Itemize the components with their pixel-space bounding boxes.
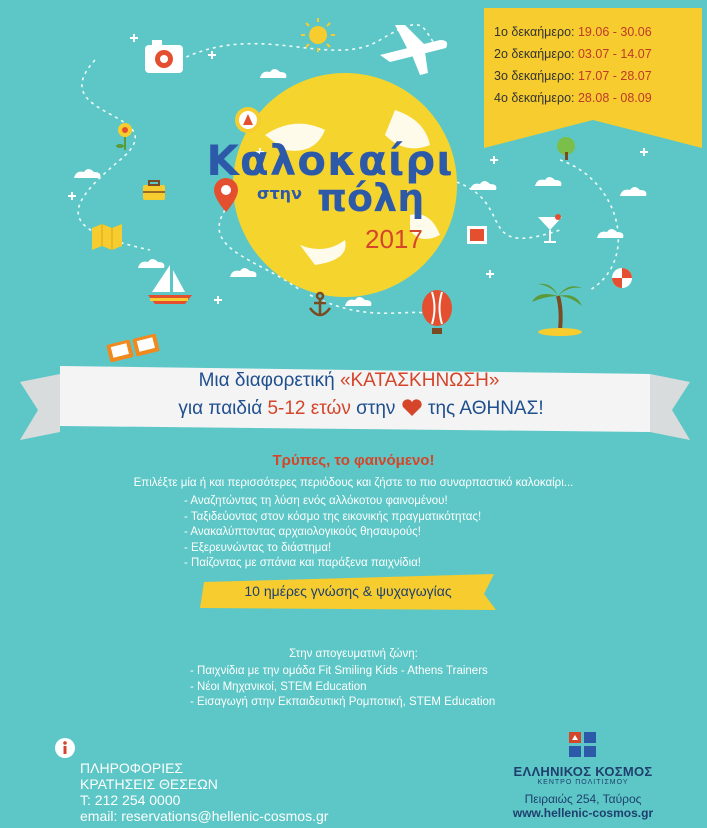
list-item: - Αναζητώντας τη λύση ενός αλλόκοτου φαινομένου! xyxy=(184,495,448,507)
banner-text: 10 ημέρες γνώσης & ψυχαγωγίας xyxy=(244,583,452,599)
ribbon-line-1: Μια διαφορετική «ΚΑΤΑΣΚΗΝΩΣΗ» xyxy=(198,370,500,391)
map-icon xyxy=(92,224,122,250)
title-line-1: Καλοκαίρι xyxy=(206,136,454,185)
list-item: - Εισαγωγή στην Εκπαιδευτική Ρομποτική, STEM Education xyxy=(190,696,496,709)
intro-text: Επιλέξτε μία ή και περισσότερες περιόδους και ζήστε το πιο συναρπαστικό καλοκαίρι... xyxy=(133,477,574,489)
hot-air-balloon-icon xyxy=(422,290,452,334)
stamp-icon xyxy=(467,226,487,244)
list-item: - Παιχνίδια με την ομάδα Fit Smiling Kids - Athens Trainers xyxy=(190,665,488,677)
contact-info-label: ΠΛΗΡΟΦΟΡΙΕΣ xyxy=(80,760,184,776)
title-year: 2017 xyxy=(365,224,423,254)
suitcase-icon xyxy=(143,181,165,200)
list-item: - Ταξιδεύοντας στον κόσμο της εικονικής πραγματικότητας! xyxy=(184,510,482,523)
beach-ball-icon xyxy=(612,268,632,288)
list-item: - Εξερευνώντας το διάστημα! xyxy=(184,541,332,554)
camera-icon xyxy=(145,40,183,73)
organization-address: Πειραιώς 254, Ταύρος xyxy=(524,792,642,806)
date-row-4: 4ο δεκαήμερο: 28.08 - 08.09 xyxy=(494,91,652,105)
anchor-icon xyxy=(310,293,330,316)
list-item: - Νέοι Μηχανικοί, STEM Education xyxy=(190,680,367,693)
sailboat-icon xyxy=(148,265,192,304)
flower-icon xyxy=(116,123,132,150)
contact-email[interactable]: email: reservations@hellenic-cosmos.gr xyxy=(80,808,329,824)
ribbon-line-2: για παιδιά 5-12 ετών στην της ΑΘΗΝΑΣ! xyxy=(178,398,544,419)
date-row-1: 1ο δεκαήμερο: 19.06 - 30.06 xyxy=(494,25,652,39)
activities-list xyxy=(184,494,481,572)
title-word-stin: στην xyxy=(257,184,302,203)
contact-phone[interactable]: T: 212 254 0000 xyxy=(80,792,181,808)
sunglasses-icon xyxy=(106,334,166,374)
organization-website[interactable]: www.hellenic-cosmos.gr xyxy=(512,806,654,820)
hellenic-cosmos-logo-icon xyxy=(569,732,597,758)
sun-icon xyxy=(301,18,335,52)
date-row-3: 3ο δεκαήμερο: 17.07 - 28.07 xyxy=(494,69,652,83)
compass-icon xyxy=(235,107,261,133)
afternoon-list xyxy=(190,664,495,711)
contact-bookings-label: ΚΡΑΤΗΣΕΙΣ ΘΕΣΕΩΝ xyxy=(80,776,218,792)
palm-tree-icon xyxy=(532,284,582,336)
organization-name: ΕΛΛΗΝΙΚΟΣ ΚΟΣΜΟΣ xyxy=(513,764,653,779)
organization-subtitle: ΚΕΝΤΡΟ ΠΟΛΙΤΙΣΜΟΥ xyxy=(537,779,629,786)
contact-info xyxy=(80,760,328,824)
title-word-poli: πόλη xyxy=(317,176,425,220)
organization-logo xyxy=(508,732,658,820)
heart-icon xyxy=(401,399,423,417)
dates-flag xyxy=(484,8,702,148)
afternoon-heading: Στην απογευματινή ζώνη: xyxy=(289,648,418,660)
list-item: - Παίζοντας με σπάνια και παράξενα παιχνίδια! xyxy=(184,557,421,570)
airplane-icon xyxy=(380,25,447,75)
days-banner xyxy=(198,574,498,610)
list-item: - Ανακαλύπτοντας αρχαιολογικούς θησαυρούς! xyxy=(184,526,421,539)
program-heading: Τρύπες, το φαινόμενο! xyxy=(272,452,435,469)
date-row-2: 2ο δεκαήμερο: 03.07 - 14.07 xyxy=(494,47,652,61)
event-title xyxy=(205,136,455,254)
slogan-ribbon xyxy=(20,352,690,448)
info-icon xyxy=(54,737,76,759)
cocktail-icon xyxy=(538,214,562,242)
